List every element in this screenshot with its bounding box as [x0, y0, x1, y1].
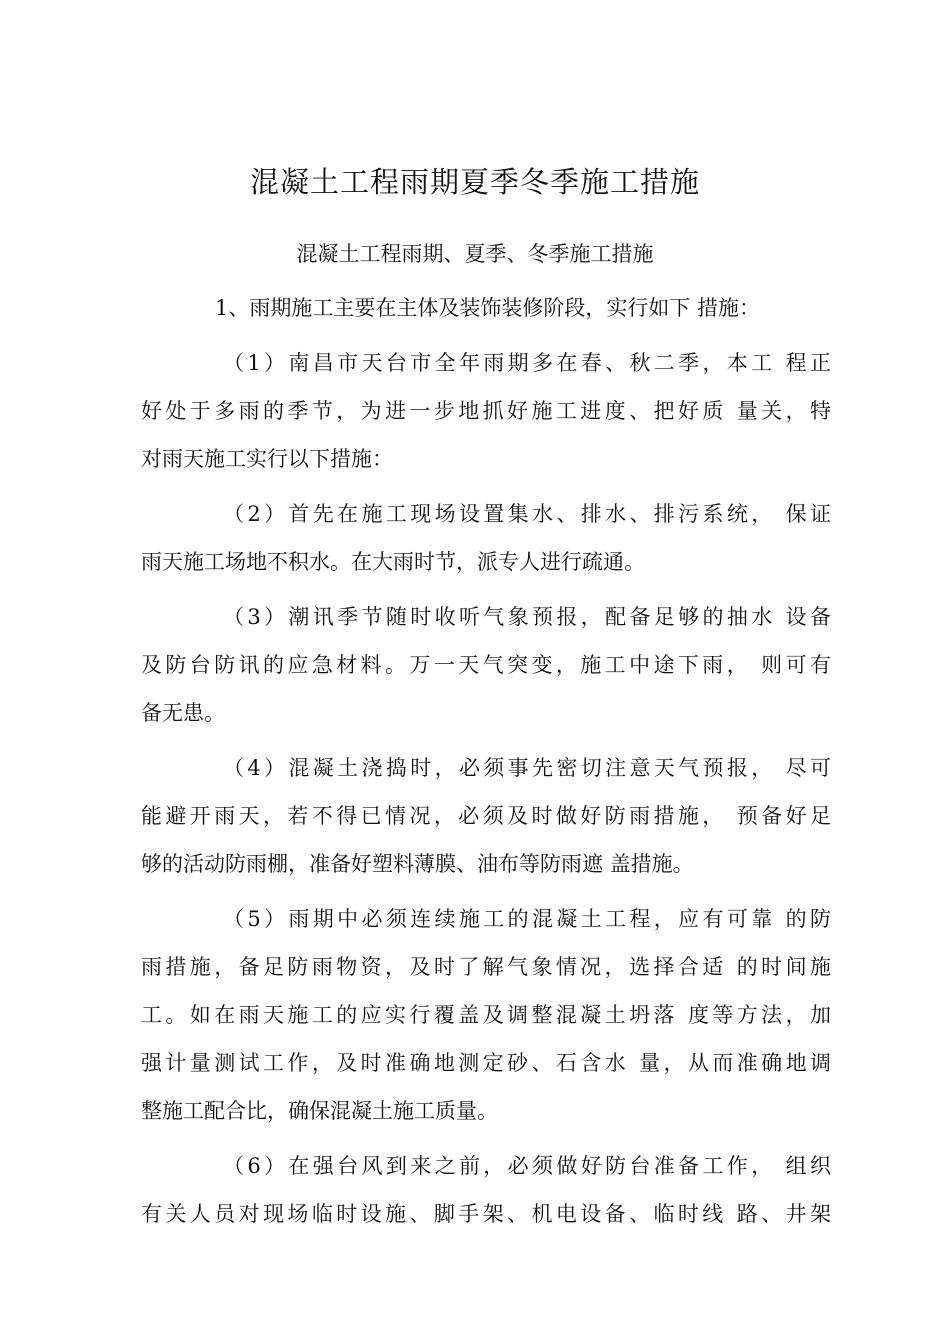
paragraph-line: 雨天施工场地不积水。在大雨时节，派专人进行疏通。	[141, 550, 645, 574]
paragraph-line: 及防台防讯的应急材料。万一天气突变，施工中途下雨， 则可有	[141, 653, 831, 677]
paragraph-line: （6）在强台风到来之前，必须做好防台准备工作， 组织	[223, 1154, 831, 1178]
paragraph-line: （3）潮讯季节随时收听气象预报，配备足够的抽水 设备	[223, 605, 831, 629]
paragraph-line: 备无患。	[141, 701, 225, 725]
paragraph-line: 能避开雨天，若不得已情况，必须及时做好防雨措施， 预备好足	[141, 804, 831, 828]
paragraph-line: 好处于多雨的季节，为进一步地抓好施工进度、把好质 量关，特	[141, 399, 831, 423]
paragraph-line: 整施工配合比，确保混凝土施工质量。	[141, 1099, 498, 1123]
document-title: 混凝土工程雨期夏季冬季施工措施	[249, 165, 700, 199]
paragraph-line: 对雨天施工实行以下措施：	[141, 447, 393, 471]
paragraph-line: 够的活动防雨棚，准备好塑料薄膜、油布等防雨遮 盖措施。	[141, 852, 694, 876]
paragraph-line: 强计量测试工作，及时准确地测定砂、石含水 量，从而准确地调	[141, 1051, 831, 1075]
paragraph-line: （2）首先在施工现场设置集水、排水、排污系统， 保证	[223, 502, 831, 526]
document-subtitle: 混凝土工程雨期、夏季、冬季施工措施	[296, 242, 654, 266]
paragraph-line: 工。如在雨天施工的应实行覆盖及调整混凝土坍落 度等方法，加	[141, 1003, 831, 1027]
paragraph-line: （1）南昌市天台市全年雨期多在春、秋二季，本工 程正	[223, 351, 831, 375]
document-body	[141, 284, 831, 1238]
paragraph-line: （4）混凝土浇捣时，必须事先密切注意天气预报， 尽可	[223, 756, 831, 780]
paragraph-line: 雨措施，备足防雨物资，及时了解气象情况，选择合适 的时间施	[141, 955, 831, 979]
paragraph-line: 1、雨期施工主要在主体及装饰装修阶段，实行如下 措施：	[215, 296, 761, 320]
paragraph-line: （5）雨期中必须连续施工的混凝土工程，应有可靠 的防	[223, 907, 831, 931]
paragraph-line: 有关人员对现场临时设施、脚手架、机电设备、临时线 路、井架	[141, 1202, 831, 1226]
